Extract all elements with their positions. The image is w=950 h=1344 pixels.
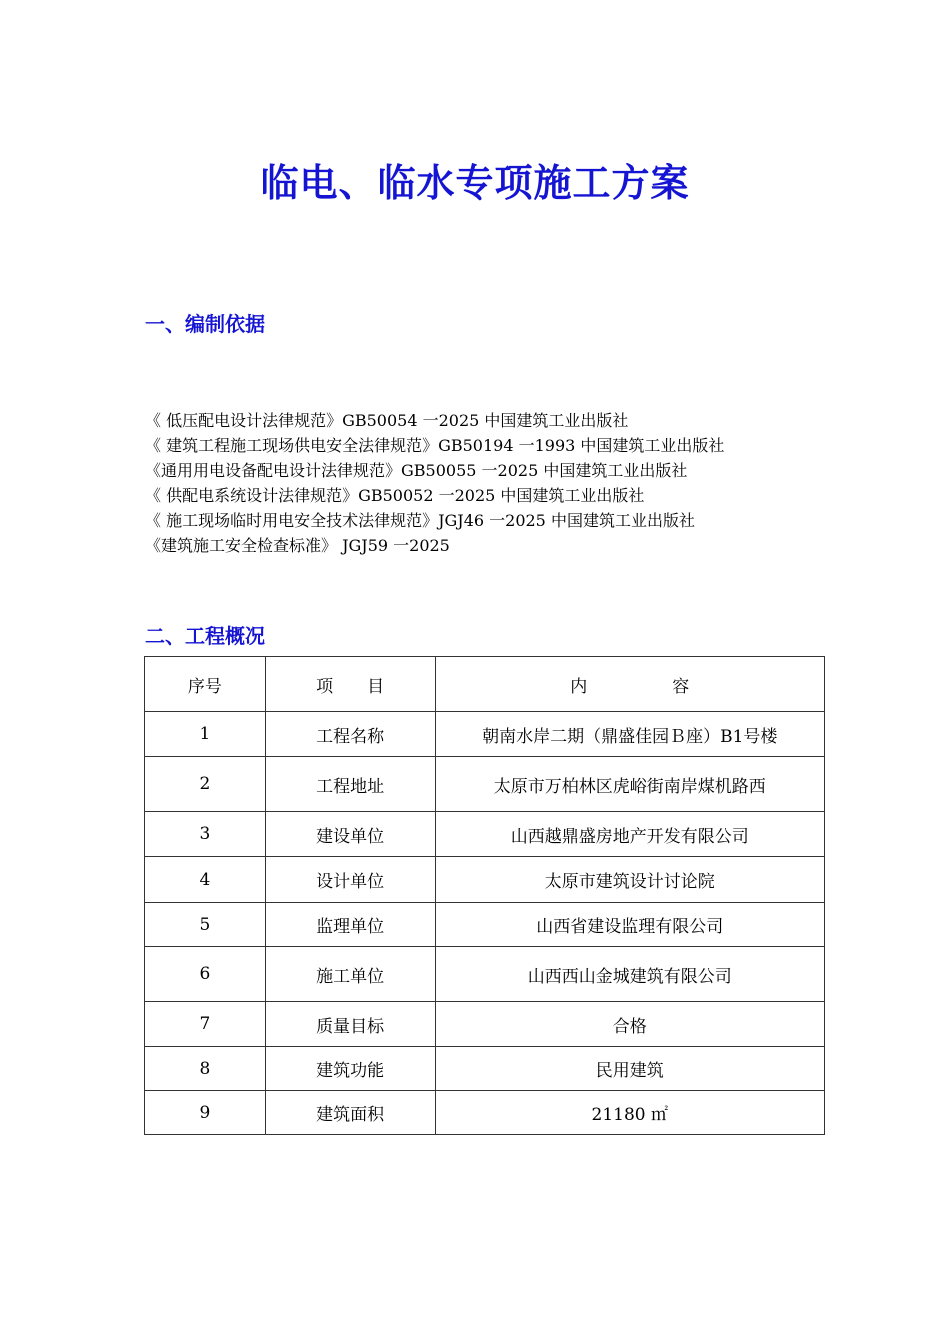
row-item: 建筑功能	[265, 1047, 435, 1091]
section-heading-overview: 二、工程概况	[145, 624, 265, 648]
reference-item: 《 施工现场临时用电安全技术法律规范》JGJ46 一2025 中国建筑工业出版社	[145, 511, 695, 530]
row-index: 6	[145, 947, 266, 1002]
reference-item: 《建筑施工安全检查标准》 JGJ59 一2025	[145, 536, 450, 555]
row-content: 太原市万柏林区虎峪街南岸煤机路西	[435, 757, 824, 812]
row-index: 1	[145, 712, 266, 757]
row-item: 质量目标	[265, 1002, 435, 1047]
header-content: 内 容	[435, 657, 824, 712]
reference-list	[145, 408, 815, 558]
row-item: 施工单位	[265, 947, 435, 1002]
row-item: 工程地址	[265, 757, 435, 812]
table-row	[145, 1091, 825, 1135]
table-row	[145, 1047, 825, 1091]
row-item: 建筑面积	[265, 1091, 435, 1135]
row-index: 3	[145, 812, 266, 857]
row-content: 山西省建设监理有限公司	[435, 903, 824, 947]
table-row	[145, 1002, 825, 1047]
row-content: 21180 ㎡	[435, 1091, 824, 1135]
row-content: 太原市建筑设计讨论院	[435, 857, 824, 903]
page-title: 临电、临水专项施工方案	[260, 161, 690, 205]
row-index: 9	[145, 1091, 266, 1135]
header-index: 序号	[145, 657, 266, 712]
row-item: 设计单位	[265, 857, 435, 903]
project-overview-table	[144, 656, 825, 1135]
reference-item: 《 建筑工程施工现场供电安全法律规范》GB50194 一1993 中国建筑工业出版社	[145, 436, 725, 455]
table-row	[145, 947, 825, 1002]
row-content: 民用建筑	[435, 1047, 824, 1091]
row-content: 合格	[435, 1002, 824, 1047]
row-item: 监理单位	[265, 903, 435, 947]
table-header-row	[145, 657, 825, 712]
reference-item: 《 低压配电设计法律规范》GB50054 一2025 中国建筑工业出版社	[145, 411, 629, 430]
row-index: 7	[145, 1002, 266, 1047]
row-index: 4	[145, 857, 266, 903]
table-row	[145, 712, 825, 757]
row-item: 工程名称	[265, 712, 435, 757]
row-index: 5	[145, 903, 266, 947]
header-item: 项 目	[265, 657, 435, 712]
row-index: 8	[145, 1047, 266, 1091]
table-row	[145, 757, 825, 812]
row-content: 山西西山金城建筑有限公司	[435, 947, 824, 1002]
row-content: 山西越鼎盛房地产开发有限公司	[435, 812, 824, 857]
table-row	[145, 812, 825, 857]
row-item: 建设单位	[265, 812, 435, 857]
reference-item: 《 供配电系统设计法律规范》GB50052 一2025 中国建筑工业出版社	[145, 486, 645, 505]
section-heading-basis: 一、编制依据	[145, 312, 265, 336]
table-row	[145, 903, 825, 947]
table-row	[145, 857, 825, 903]
row-index: 2	[145, 757, 266, 812]
reference-item: 《通用用电设备配电设计法律规范》GB50055 一2025 中国建筑工业出版社	[145, 461, 688, 480]
row-content: 朝南水岸二期（鼎盛佳园Ｂ座）B1号楼	[435, 712, 824, 757]
